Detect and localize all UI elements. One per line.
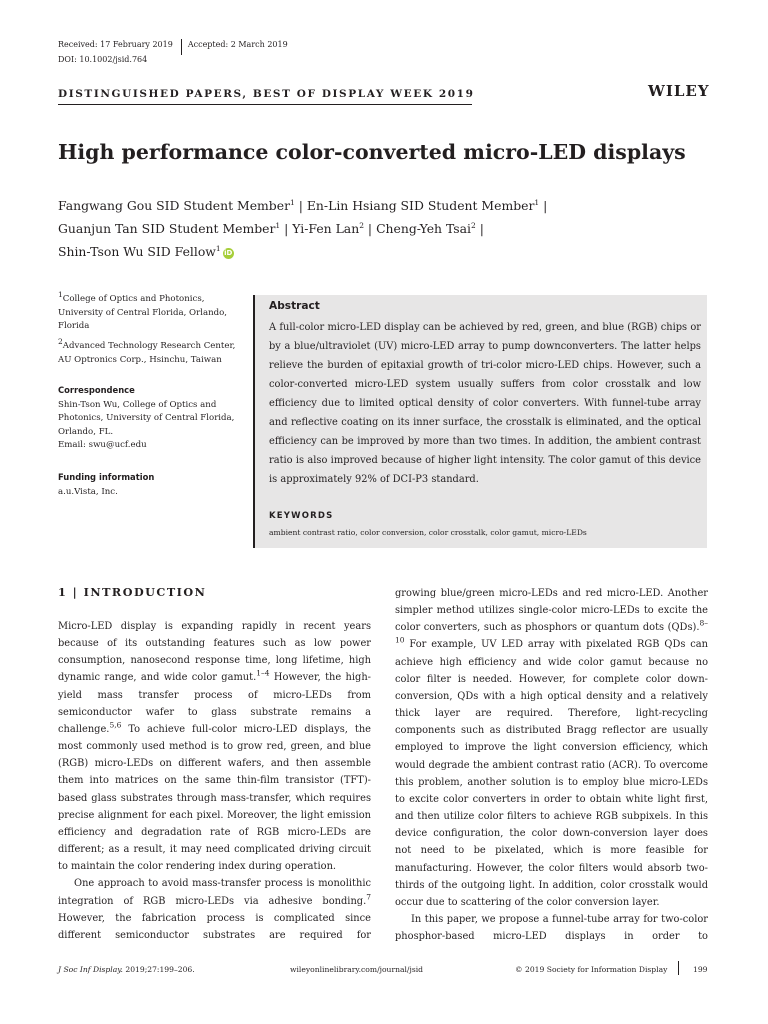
divider <box>181 39 182 55</box>
received-date: Received: 17 February 2019 <box>58 40 173 49</box>
correspondence-heading: Correspondence <box>58 385 135 395</box>
correspondence-email[interactable]: Email: swu@ucf.edu <box>58 440 147 450</box>
text-run: For example, UV LED array with pixelated RGB QDs can achieve high efficiency and wide color gamut because no color filter is needed. However, for complete color down-conversion, QDs with a high optical density and a relatively thick layer are required. Therefore, light-recycling components such as distributed Bragg reflector are usually employed to improve the light conversion efficiency, which would degrade the ambient contrast ratio (ACR). To overcome this problem, another solution is to employ blue micro-LEDs to excite color converters in order to obtain white light first, and then utilize color filters to achieve RGB subpixels. In this device configuration, the color down-conversion layer does not need to be pixelated, which is more feasible for manufacturing. However, the color filters would absorb two-thirds of the outgoing light. In addition, color crosstalk would occur due to scattering of the color conversion layer. <box>395 639 708 908</box>
citation-text: 2019;27:199–206. <box>122 965 195 974</box>
abstract-heading: Abstract <box>269 300 320 312</box>
funding-text: a.u.Vista, Inc. <box>58 486 118 497</box>
keywords-text: ambient contrast ratio, color conversion, color crosstalk, color gamut, micro-LEDs <box>269 528 587 537</box>
author-line-1 <box>58 198 547 214</box>
citation-ref[interactable]: 5,6 <box>109 720 122 730</box>
correspondence-text: Orlando, FL. <box>58 426 114 437</box>
text-run: However, the high-yield mass transfer process of micro-LEDs from semiconductor wafer to glass substrate remains a challenge. <box>58 672 371 735</box>
author-name[interactable]: Yi-Fen Lan <box>292 221 360 236</box>
text-run: growing blue/green micro-LEDs and red micro-LED. Another simpler method utilizes single-color micro-LEDs to excite the color converters, such as phosphors or quantum dots (QDs). <box>395 588 708 634</box>
affiliation-text: University of Central Florida, Orlando, <box>58 307 228 318</box>
affiliation-sup: 1 <box>290 197 295 207</box>
section-label: DISTINGUISHED PAPERS, BEST OF DISPLAY WEEK 2019 <box>58 88 475 100</box>
abstract-rule <box>253 295 255 548</box>
funding <box>58 471 246 499</box>
citation-ref[interactable]: 1–4 <box>256 669 270 679</box>
author-separator: | <box>284 221 289 236</box>
affiliation-sup: 1 <box>534 197 540 207</box>
author-name[interactable]: Cheng-Yeh Tsai <box>376 221 472 236</box>
affiliation-text: AU Optronics Corp., Hsinchu, Taiwan <box>58 354 222 365</box>
paragraph: In this paper, we propose a funnel-tube array for two-color phosphor-based micro-LED displays in order to <box>395 913 708 943</box>
author-separator: | <box>367 221 373 236</box>
affiliation-sup: 2 <box>58 337 63 347</box>
author-name[interactable]: Fangwang Gou SID Student Member <box>58 198 290 213</box>
correspondence <box>58 384 246 453</box>
funding-heading: Funding information <box>58 472 155 482</box>
affiliation-sup: 1 <box>58 290 63 300</box>
abstract-text: A full-color micro-LED display can be achieved by red, green, and blue (RGB) chips or by a blue/ultraviolet (UV) micro-LED array to pump downconverters. The latter helps relieve the burden of epitaxial growth of tri-color micro-LED chips. However, such a color-converted micro-LED system usually suffers from color crosstalk and low efficiency due to limited optical density of color converters. With funnel-tube array and reflective coating on its inner surface, the crosstalk is eliminated, and the optical efficiency can be improved by more than two times. In addition, the ambient contrast ratio is also improved because of higher light intensity. The color gamut of this device is approximately 92% of DCI-P3 standard. <box>269 322 701 486</box>
author-separator: | <box>543 198 548 213</box>
paragraph <box>58 618 371 875</box>
affiliation-sup: 2 <box>359 220 364 230</box>
text-run: Micro-LED display is expanding rapidly in recent years because of its outstanding features such as low power consumption, nanosecond response time, long lifetime, high dynamic range, and wide color gamut. <box>58 621 371 684</box>
affiliation-sup: 1 <box>215 243 221 253</box>
author-name[interactable]: En-Lin Hsiang SID Student Member <box>306 198 535 213</box>
author-name[interactable]: Guanjun Tan SID Student Member <box>58 221 276 236</box>
accepted-date: Accepted: 2 March 2019 <box>187 40 288 49</box>
paragraph <box>58 875 371 944</box>
text-run: To achieve full-color micro-LED displays, the most commonly used method is to grow red, green, and blue (RGB) micro-LEDs on different wafers, and then assemble them into matrices on the same thin-film transistor (TFT)-based glass substrates through mass-transfer, which requires precise alignment for each pixel. Moreover, the light emission efficiency and degradation rate of RGB micro-LEDs are different; as a result, it may need complicated driving circuit to maintain the color rendering index during operation. <box>58 723 371 873</box>
citation-ref[interactable]: 8–10 <box>395 619 708 646</box>
citation-ref[interactable]: 7 <box>366 892 371 902</box>
footer-website[interactable]: wileyonlinelibrary.com/journal/jsid <box>290 965 424 974</box>
paragraph <box>395 585 708 911</box>
body-column-left <box>58 618 371 944</box>
section-rule <box>58 104 472 105</box>
intro-heading: 1 | INTRODUCTION <box>58 585 207 599</box>
correspondence-text: Shin-Tson Wu, College of Optics and <box>58 399 217 410</box>
footer-copyright: © 2019 Society for Information Display <box>515 965 668 974</box>
article-title: High performance color-converted micro-LED displays <box>58 140 686 164</box>
author-separator: | <box>298 198 303 213</box>
page-number: 199 <box>693 965 708 974</box>
orcid-icon[interactable]: iD <box>224 249 233 257</box>
article-dates <box>58 37 288 53</box>
affiliation-text: College of Optics and Photonics, <box>62 294 205 304</box>
doi[interactable]: DOI: 10.1002/jsid.764 <box>58 55 148 64</box>
author-line-2 <box>58 221 484 237</box>
author-separator: | <box>479 221 484 236</box>
publisher-logo: WILEY <box>648 82 710 100</box>
affiliation-sup: 1 <box>275 220 281 230</box>
correspondence-text: Photonics, University of Central Florida, <box>58 413 235 423</box>
affiliation-2 <box>58 337 246 367</box>
text-run: However, the fabrication process is complicated since different semiconductor substrates are required for <box>58 912 371 941</box>
text-run: One approach to avoid mass-transfer process is monolithic integration of RGB micro-LEDs via adhesive bonding. <box>58 878 371 907</box>
author-name[interactable]: Shin-Tson Wu SID Fellow <box>58 244 216 259</box>
keywords-heading: KEYWORDS <box>269 511 334 521</box>
journal-name: J Soc Inf Display. <box>58 965 123 974</box>
footer-citation <box>58 965 195 974</box>
footer-divider <box>678 961 679 975</box>
affiliation-1 <box>58 290 246 334</box>
affiliation-sup: 2 <box>471 220 476 230</box>
affiliation-text: Florida <box>58 321 90 331</box>
author-line-3 <box>58 244 234 260</box>
affiliation-text: Advanced Technology Research Center, <box>62 341 236 351</box>
body-column-right <box>395 585 708 945</box>
